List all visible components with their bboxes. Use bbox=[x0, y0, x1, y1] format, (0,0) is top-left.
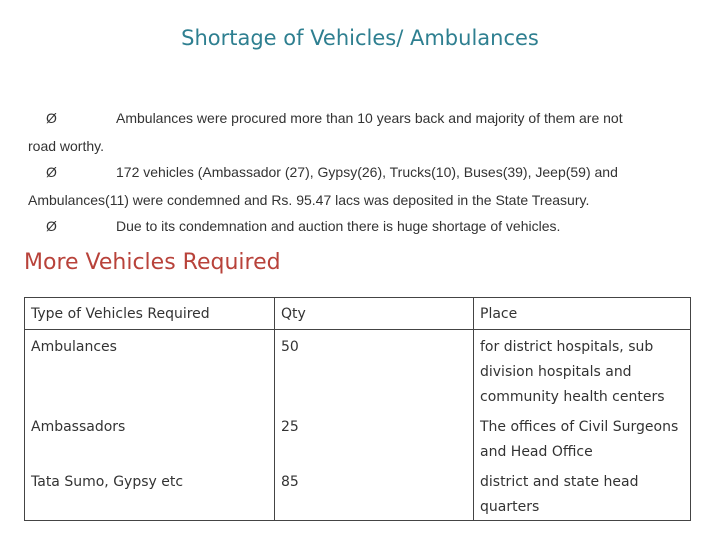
vehicles-table bbox=[24, 297, 691, 521]
arrow-bullet-icon: Ø bbox=[46, 164, 57, 180]
cell-type: Ambulances bbox=[25, 330, 275, 411]
cell-type: Tata Sumo, Gypsy etc bbox=[25, 465, 275, 521]
cell-type: Ambassadors bbox=[25, 410, 275, 465]
bullet-1-continuation: road worthy. bbox=[28, 138, 104, 154]
bullet-2 bbox=[46, 164, 618, 180]
table-header-row bbox=[25, 298, 691, 330]
cell-qty: 85 bbox=[275, 465, 474, 521]
cell-qty: 50 bbox=[275, 330, 474, 411]
bullet-3 bbox=[46, 218, 560, 234]
bullet-text: Ambulances were procured more than 10 years back and majority of them are not bbox=[116, 110, 623, 126]
cell-place: district and state head quarters bbox=[474, 465, 691, 521]
cell-place: The offices of Civil Surgeons and Head Office bbox=[474, 410, 691, 465]
bullet-text: Due to its condemnation and auction there is huge shortage of vehicles. bbox=[116, 218, 561, 234]
header-qty: Qty bbox=[275, 298, 474, 330]
table-row bbox=[25, 410, 691, 465]
page-title: Shortage of Vehicles/ Ambulances bbox=[181, 26, 539, 50]
arrow-bullet-icon: Ø bbox=[46, 218, 57, 234]
cell-place: for district hospitals, sub division hospitals and community health centers bbox=[474, 330, 691, 411]
bullet-2-continuation: Ambulances(11) were condemned and Rs. 95.47 lacs was deposited in the State Treasury. bbox=[28, 192, 590, 208]
header-type: Type of Vehicles Required bbox=[25, 298, 275, 330]
arrow-bullet-icon: Ø bbox=[46, 110, 57, 126]
bullet-text: 172 vehicles (Ambassador (27), Gypsy(26), Trucks(10), Buses(39), Jeep(59) and bbox=[116, 164, 618, 180]
cell-qty: 25 bbox=[275, 410, 474, 465]
header-place: Place bbox=[474, 298, 691, 330]
bullet-1 bbox=[46, 110, 623, 126]
table-row bbox=[25, 330, 691, 411]
table-row bbox=[25, 465, 691, 521]
section-title: More Vehicles Required bbox=[24, 250, 281, 275]
